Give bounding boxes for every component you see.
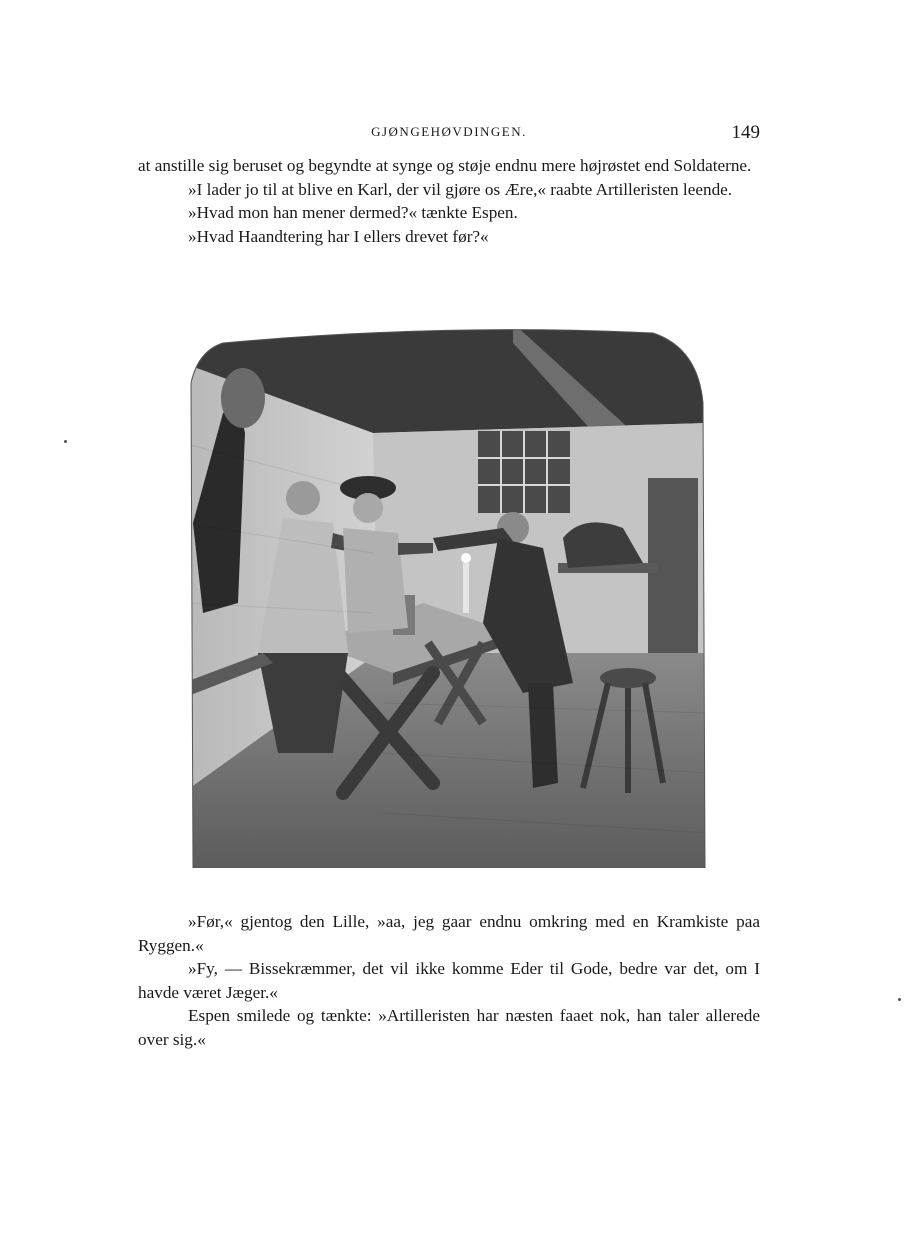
paragraph: »Hvad Haandtering har I ellers drevet før?«: [188, 226, 489, 246]
page-number: 149: [731, 122, 760, 143]
paragraph: »I lader jo til at blive en Karl, der vil gjøre os Ære,« raabte Artilleristen leende.: [188, 179, 733, 199]
paragraph: »Hvad mon han mener dermed?« tænkte Espen.: [188, 203, 518, 223]
paragraph: at anstille sig beruset og begyndte at synge og støje endnu mere højrøstet end Soldaterne.: [138, 156, 752, 175]
top-text-block: [138, 154, 760, 248]
tavern-engraving-icon: [183, 323, 707, 868]
running-title: GJØNGEHØVDINGEN.: [371, 124, 527, 139]
scan-speck: [898, 998, 901, 1001]
running-head: [138, 122, 760, 146]
paragraph: Espen smilede og tænkte: »Artilleristen har næsten faaet nok, han taler allerede over sig.«: [138, 1006, 760, 1049]
paragraph: »Fy, — Bissekræmmer, det vil ikke komme Eder til Gode, bedre var det, om I havde været Jæger.«: [138, 959, 760, 1002]
bottom-text-block: [138, 910, 760, 1052]
scan-speck: [64, 440, 67, 443]
paragraph: »Før,« gjentog den Lille, »aa, jeg gaar endnu omkring med en Kramkiste paa Ryggen.«: [138, 912, 760, 955]
